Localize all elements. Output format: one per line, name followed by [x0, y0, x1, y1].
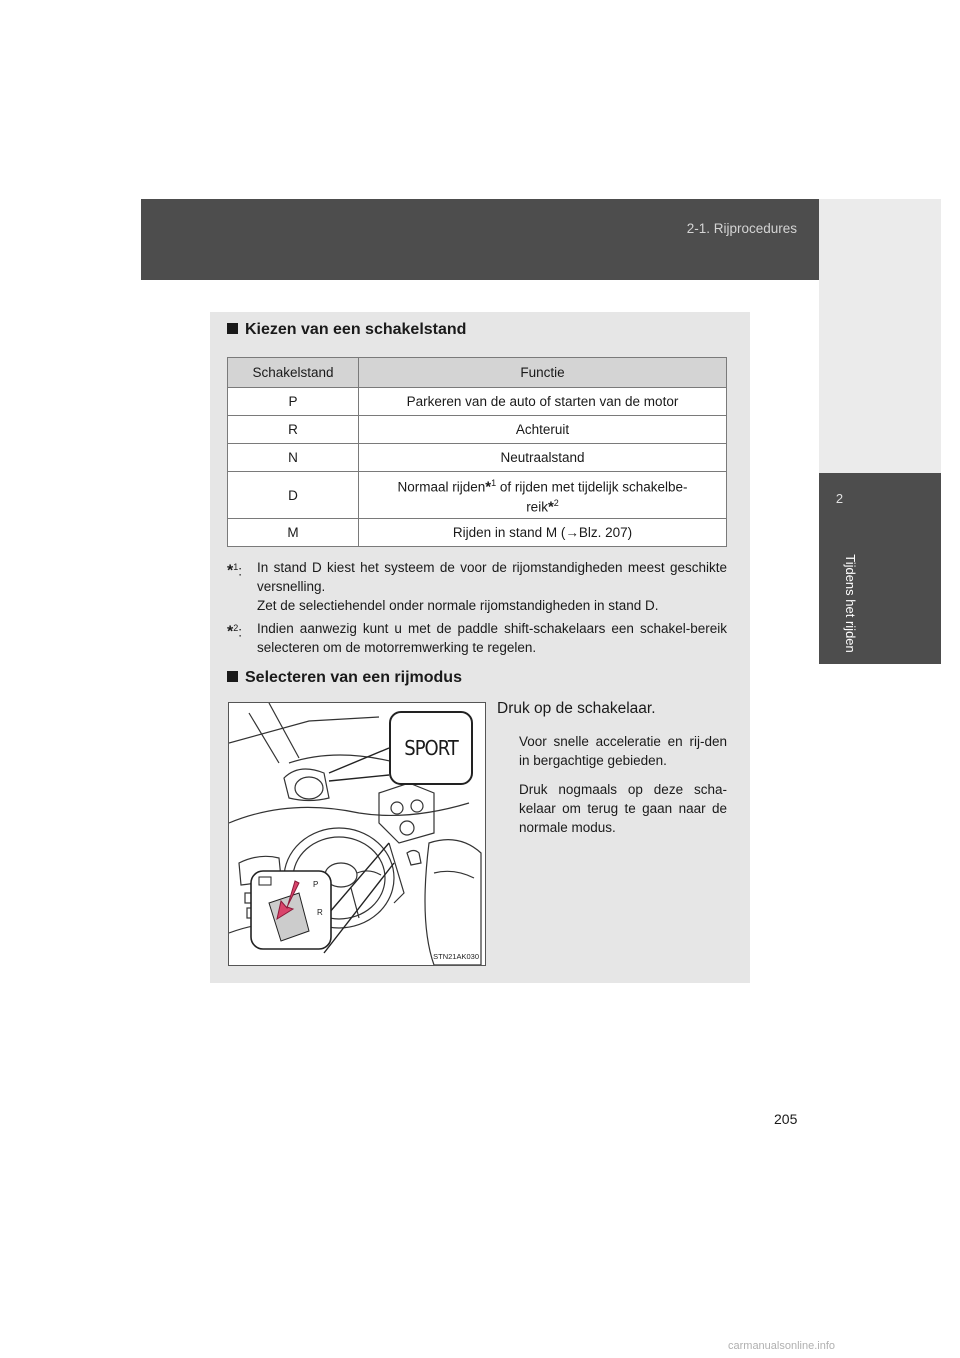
chapter-tab: [819, 473, 941, 664]
function-text: of rijden met tijdelijk schakelbe-: [496, 479, 688, 494]
footnote-text: In stand D kiest het systeem de voor de rijomstandigheden meest geschikte versnelling.: [257, 560, 727, 594]
table-row: [228, 388, 727, 416]
label-p: P: [313, 880, 319, 889]
cell-position: M: [228, 519, 359, 547]
section-heading-gear-text: Kiezen van een schakelstand: [245, 321, 467, 338]
footnote-text: Zet de selectiehendel onder normale rijomstandigheden in stand D.: [257, 598, 659, 613]
footnote-ref-number: 2: [553, 498, 559, 508]
page-number: 205: [774, 1111, 798, 1127]
square-bullet-icon: [227, 323, 238, 334]
function-text: Normaal rijden: [397, 479, 486, 494]
table-row: [228, 416, 727, 444]
cell-function: Achteruit: [359, 416, 727, 444]
sport-button-callout: SPORT: [389, 711, 473, 785]
section-heading-drive-mode: [227, 669, 462, 687]
footnote-marker: *$^1$:: [227, 562, 243, 580]
square-bullet-icon: [227, 671, 238, 682]
footnote-body: [257, 558, 727, 615]
cell-function: [359, 519, 727, 547]
footnote-marker: *$^2$:: [227, 623, 243, 641]
label-r: R: [317, 908, 323, 917]
side-tab-background: [819, 199, 941, 473]
table-row: [228, 519, 727, 547]
cell-position: N: [228, 444, 359, 472]
function-text: reik: [526, 499, 548, 515]
chapter-number: 2: [835, 491, 844, 506]
instruction-text: Druk op de schakelaar.: [497, 700, 656, 717]
detail-text: Druk nogmaals op deze scha-kelaar om terug te gaan naar de normale modus.: [519, 782, 727, 835]
cell-position: P: [228, 388, 359, 416]
footnote-star: *: [547, 498, 554, 516]
column-header-function: Functie: [359, 358, 727, 388]
cell-function: Neutraalstand: [359, 444, 727, 472]
section-title: 2-1. Rijprocedures: [686, 221, 797, 236]
cell-position: D: [228, 472, 359, 519]
table-header-row: [228, 358, 727, 388]
dashboard-illustration: [228, 702, 486, 966]
footnote-body: [257, 619, 727, 657]
table-row: [228, 444, 727, 472]
function-text: Blz. 207): [578, 525, 633, 540]
cell-function: [359, 472, 727, 519]
chapter-label-container: [840, 548, 860, 658]
section-heading-gear: [227, 321, 466, 339]
table-row: [228, 472, 727, 519]
watermark: carmanualsonline.info: [728, 1340, 836, 1352]
footnote-ref-number: 1: [491, 477, 497, 488]
arrow-icon: →: [565, 525, 579, 540]
section-header-bar: [141, 199, 819, 280]
footnote-text: Indien aanwezig kunt u met de paddle shift-schakelaars een schakel-bereik selecteren om de motorremwerking te regelen.: [257, 621, 727, 655]
detail-text: Voor snelle acceleratie en rij-den in bergachtige gebieden.: [519, 734, 727, 768]
drive-mode-instructions: [497, 700, 727, 847]
function-text: Rijden in stand M (: [452, 525, 566, 540]
footnote-star: *: [485, 478, 492, 495]
section-heading-drive-mode-text: Selecteren van een rijmodus: [245, 669, 462, 686]
cell-position: R: [228, 416, 359, 444]
footnote-2: [227, 619, 727, 657]
footnote-1: [227, 558, 727, 615]
gear-position-table: [227, 357, 727, 547]
illustration-code: STN21AK030: [433, 952, 479, 961]
chapter-label: Tijdens het rijden: [842, 553, 858, 653]
footnotes: [227, 558, 727, 661]
column-header-position: Schakelstand: [228, 358, 359, 388]
cell-function: Parkeren van de auto of starten van de motor: [359, 388, 727, 416]
